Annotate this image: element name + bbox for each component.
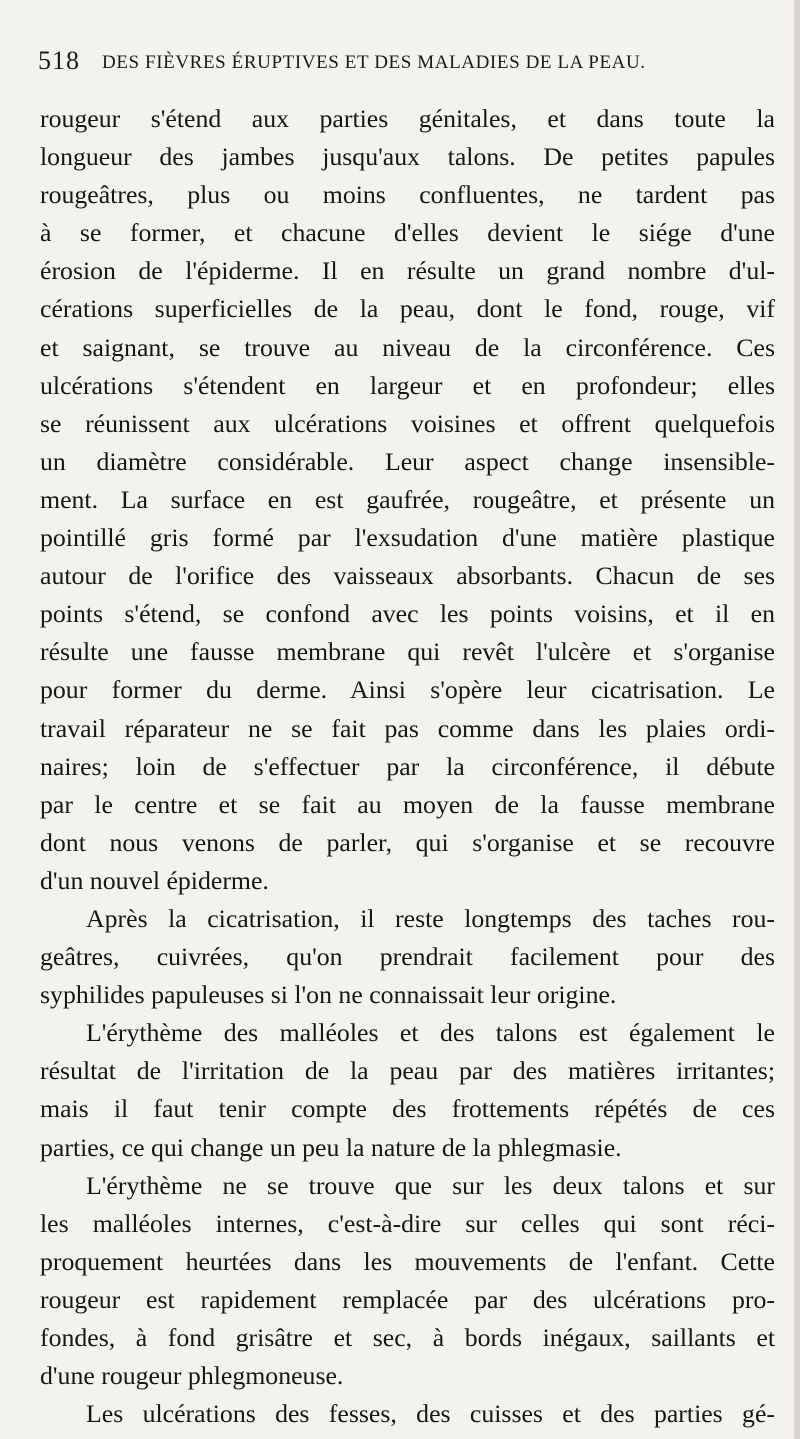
- text-line: proquement heurtées dans les mouvements de l'enfant. Cette: [40, 1246, 775, 1276]
- text-line: d'une rougeur phlegmoneuse.: [40, 1361, 344, 1391]
- text-line: résulte une fausse membrane qui revêt l'ulcère et s'organise: [40, 637, 775, 667]
- text-line: pour former du derme. Ainsi s'opère leur cicatrisation. Le: [40, 675, 775, 705]
- text-line: ment. La surface en est gaufrée, rougeâtre, et présente un: [40, 484, 775, 514]
- text-line: L'érythème ne se trouve que sur les deux talons et sur: [86, 1170, 775, 1200]
- text-line: autour de l'orifice des vaisseaux absorbants. Chacun de ses: [40, 561, 775, 591]
- text-line: Après la cicatrisation, il reste longtemps des taches rou-: [86, 903, 775, 933]
- text-line: pointillé gris formé par l'exsudation d'une matière plastique: [40, 523, 775, 553]
- text-line: un diamètre considérable. Leur aspect change insensible-: [40, 446, 775, 476]
- page-number: 518: [38, 46, 80, 75]
- text-line: mais il faut tenir compte des frottements répétés de ces: [40, 1094, 775, 1124]
- text-line: longueur des jambes jusqu'aux talons. De petites papules: [40, 142, 775, 172]
- text-line: résultat de l'irritation de la peau par des matières irritantes;: [40, 1056, 775, 1086]
- text-line: L'érythème des malléoles et des talons est également le: [86, 1018, 775, 1048]
- text-line: travail réparateur ne se fait pas comme dans les plaies ordi-: [40, 713, 775, 743]
- text-line: geâtres, cuivrées, qu'on prendrait facilement pour des: [40, 942, 775, 972]
- text-line: rougeur s'étend aux parties génitales, et dans toute la: [40, 104, 775, 133]
- text-line: Les ulcérations des fesses, des cuisses et des parties gé-: [86, 1399, 775, 1429]
- text-line: parties, ce qui change un peu la nature de la phlegmasie.: [40, 1132, 622, 1162]
- text-line: naires; loin de s'effectuer par la circonférence, il débute: [40, 751, 775, 781]
- text-line: ulcérations s'étendent en largeur et en profondeur; elles: [40, 370, 775, 400]
- text-line: fondes, à fond grisâtre et sec, à bords inégaux, saillants et: [40, 1323, 775, 1352]
- text-line: érosion de l'épiderme. Il en résulte un grand nombre d'ul-: [40, 256, 775, 286]
- text-line: par le centre et se fait au moyen de la fausse membrane: [40, 789, 775, 819]
- running-head: DES FIÈVRES ÉRUPTIVES ET DES MALADIES DE LA PEAU.: [102, 52, 646, 73]
- text-line: syphilides papuleuses si l'on ne connaissait leur origine.: [40, 980, 617, 1010]
- page-header: [38, 46, 773, 86]
- text-line: les malléoles internes, c'est-à-dire sur celles qui sont réci-: [40, 1208, 775, 1238]
- text-line: rougeur est rapidement remplacée par des ulcérations pro-: [40, 1284, 775, 1314]
- text-line: à se former, et chacune d'elles devient le siége d'une: [40, 218, 775, 248]
- body-text: [40, 100, 775, 1433]
- text-line: et saignant, se trouve au niveau de la circonférence. Ces: [40, 332, 775, 362]
- text-line: se réunissent aux ulcérations voisines et offrent quelquefois: [40, 408, 775, 438]
- text-line: d'un nouvel épiderme.: [40, 865, 269, 895]
- text-line: rougeâtres, plus ou moins confluentes, ne tardent pas: [40, 180, 775, 210]
- text-line: dont nous venons de parler, qui s'organise et se recouvre: [40, 827, 775, 857]
- text-line: cérations superficielles de la peau, dont le fond, rouge, vif: [40, 294, 775, 324]
- text-line: points s'étend, se confond avec les points voisins, et il en: [40, 599, 775, 629]
